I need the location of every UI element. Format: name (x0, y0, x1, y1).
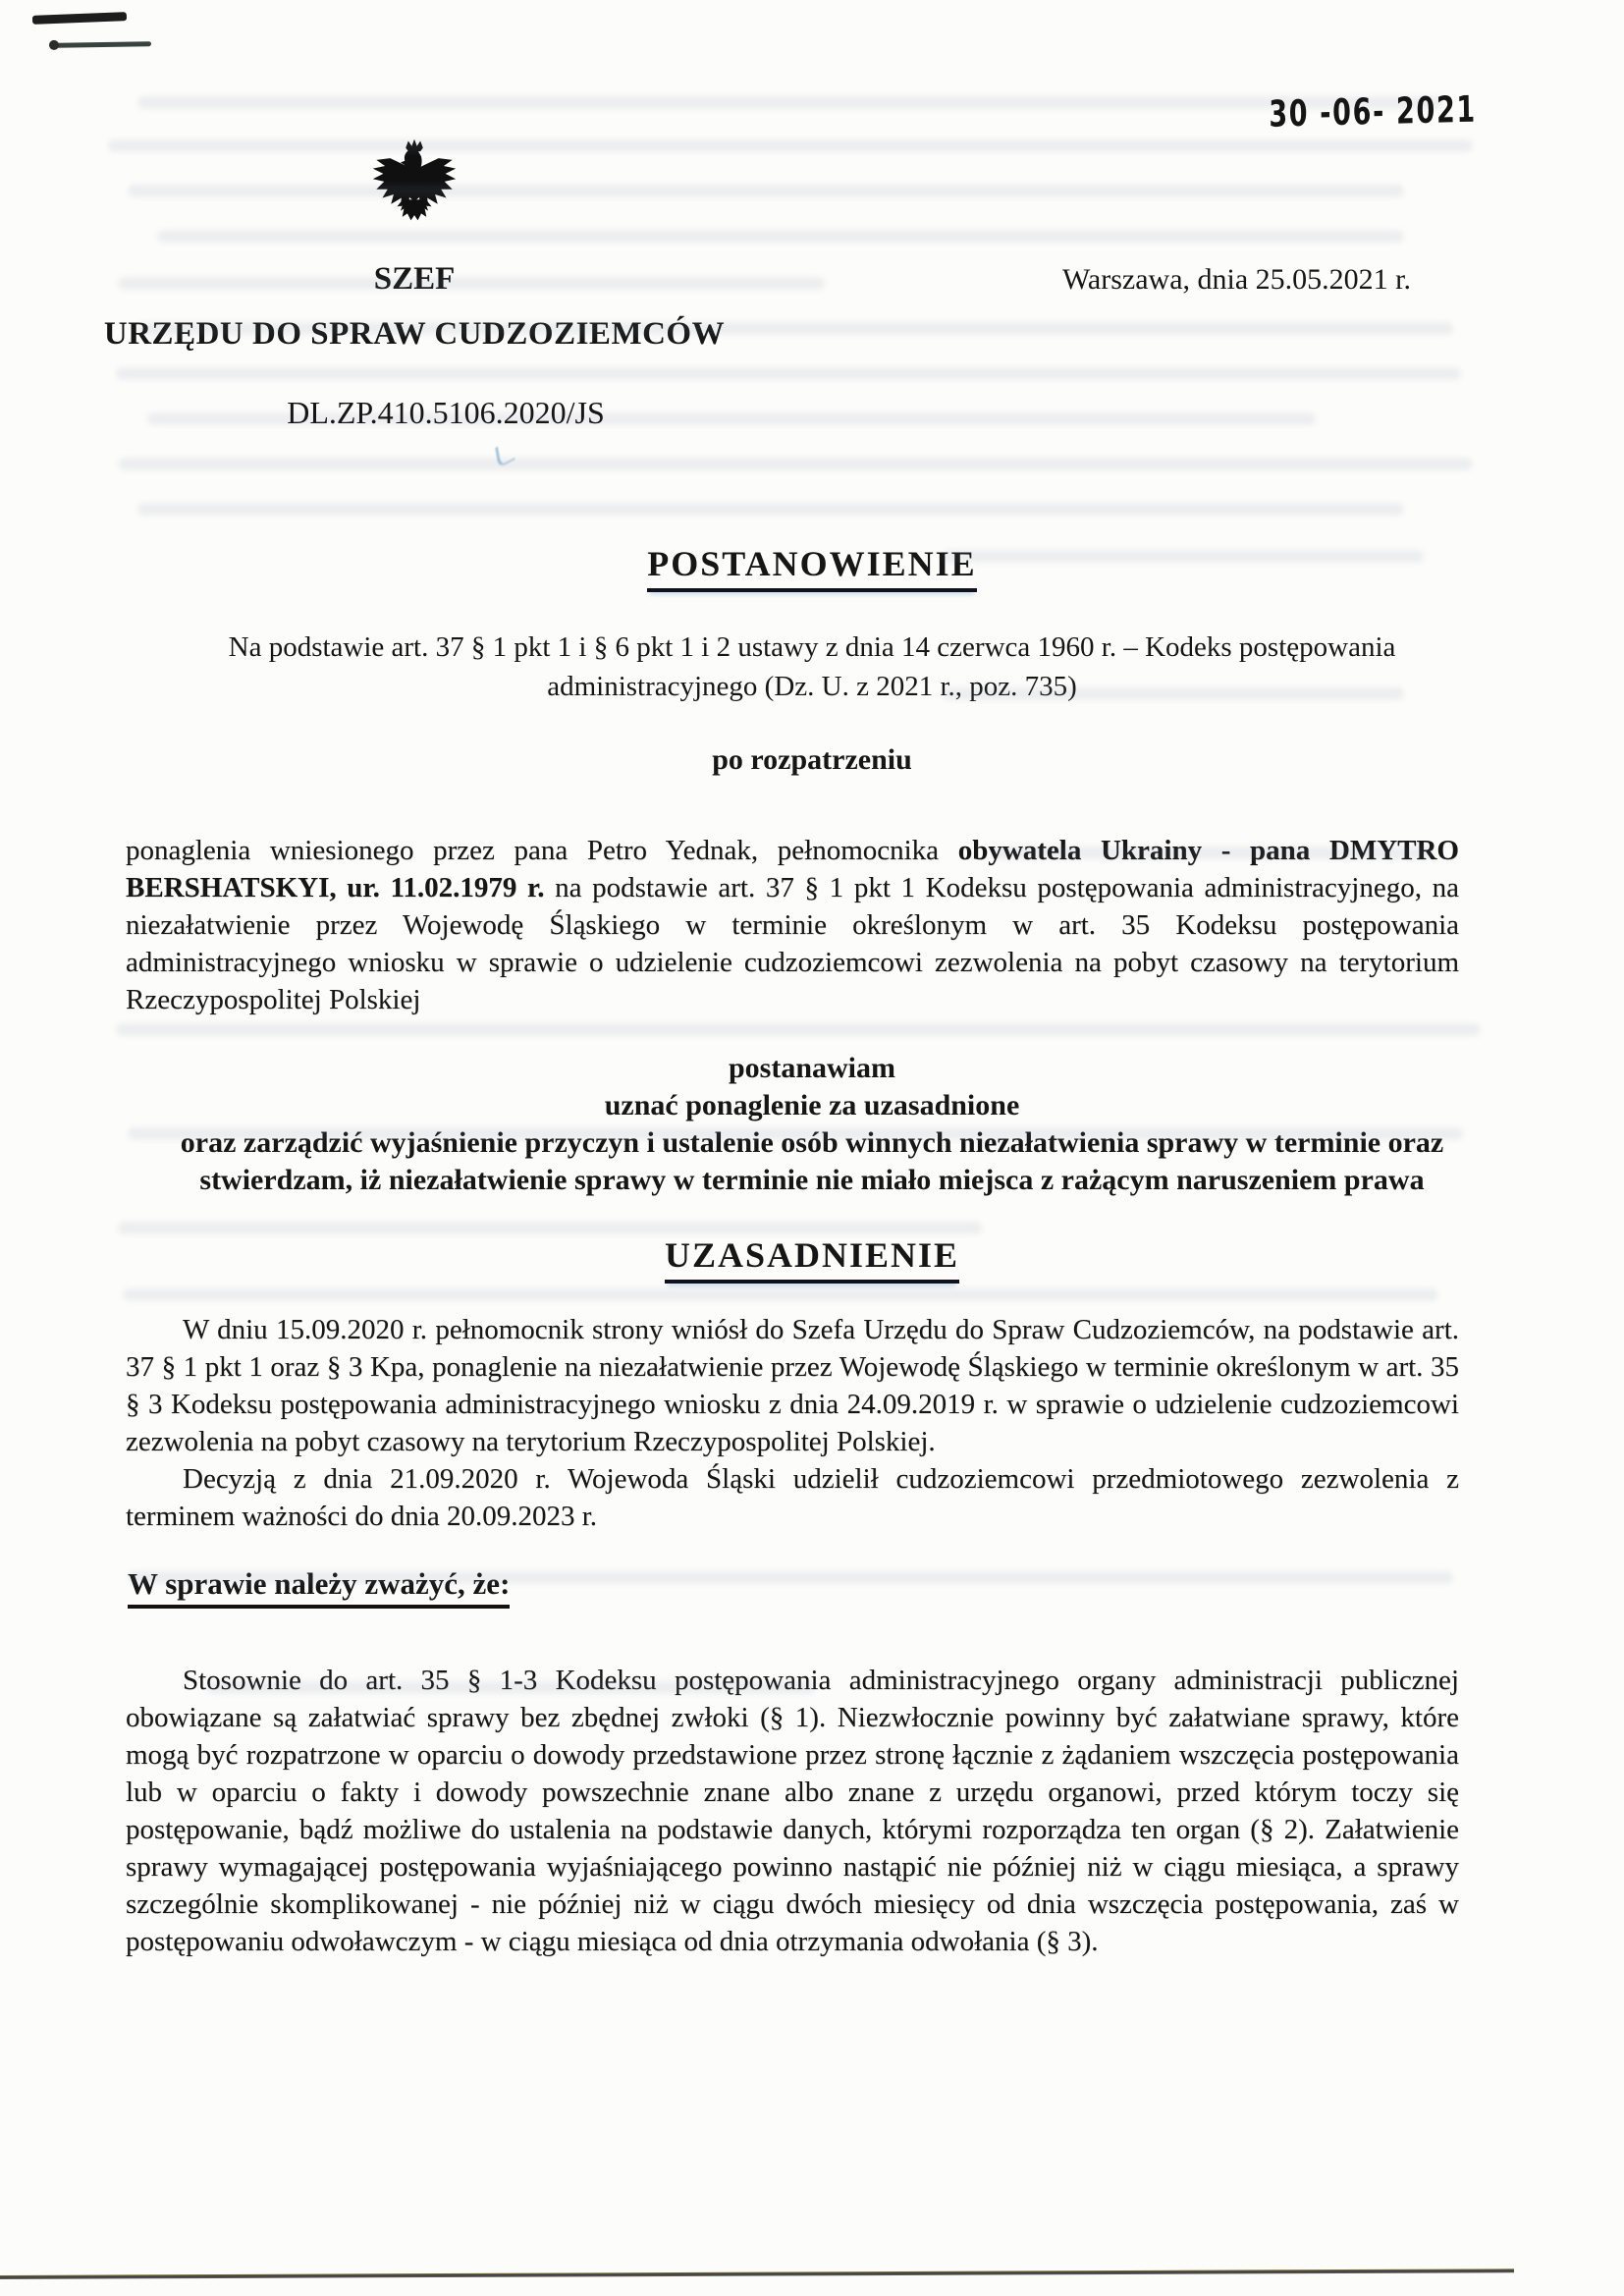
consideration-heading: W sprawie należy zważyć, że: (128, 1566, 510, 1609)
received-date-stamp: 30 -06- 2021 (1269, 86, 1478, 136)
decision-block (0, 1050, 1624, 1199)
issuer-title: SZEF (373, 261, 456, 297)
staple-mark-top (32, 12, 127, 25)
foreigner-identity: obywatela Ukrainy - pana DMYTRO BERSHATSKYI, ur. 11.02.1979 r. (126, 835, 1459, 903)
subject-text: ponaglenia wniesionego przez pana Petro Yednak, pełnomocnika (126, 835, 958, 866)
subject-text-continued: na podstawie art. 37 § 1 pkt 1 Kodeksu postępowania administracyjnego, na niezałatwienie przez Wojewodę Śląskiego w terminie określonym w art. 35 Kodeksu postępowania administracyjnego wniosku w sprawie o udzielenie cudzoziemcowi zezwolenia na pobyt czasowy na terytorium Rzeczypospolitej Polskiej (126, 872, 1459, 1015)
document-title: POSTANOWIENIE (647, 543, 976, 592)
justification-paragraph-2: Decyzją z dnia 21.09.2020 r. Wojewoda Śląski udzielił cudzoziemcowi przedmiotowego zezwolenia z terminem ważności do dnia 20.09.2023 r. (126, 1463, 1459, 1532)
after-consideration-label: po rozpatrzeniu (712, 743, 912, 776)
decision-line2: oraz zarządzić wyjaśnienie przyczyn i ustalenie osób winnych niezałatwienia sprawy w terminie oraz stwierdzam, iż niezałatwienie sprawy w terminie nie miało miejsca z rażącym naruszeniem prawa (180, 1126, 1444, 1196)
justification-heading: UZASADNIENIE (665, 1234, 959, 1284)
legal-basis: Na podstawie art. 37 § 1 pkt 1 i § 6 pkt 1 i 2 ustawy z dnia 14 czerwca 1960 r. – Kodeks postępowania administracyjnego (Dz. U. z 2021 r., poz. 735) (228, 631, 1396, 702)
consideration-paragraph: Stosownie do art. 35 § 1-3 Kodeksu postępowania administracyjnego organy administracji publicznej obowiązane są załatwiać sprawy bez zbędnej zwłoki (§ 1). Niezwłocznie powinny być załatwiane sprawy, które mogą być rozpatrzone w oparciu o dowody przedstawione przez stronę łącznie z żądaniem wszczęcia postępowania lub w oparciu o fakty i dowody powszechnie znane albo znane z urzędu organowi, przed którym toczy się postępowanie, bądź możliwe do ustalenia na podstawie danych, którymi rozporządza ten organ (§ 2). Załatwienie sprawy wymagającej postępowania wyjaśniającego powinno nastąpić nie później niż w ciągu miesiąca, a sprawy szczególnie skomplikowanej - nie później niż w ciągu dwóch miesięcy od dnia wszczęcia postępowania, zaś w postępowaniu odwoławczym - w ciągu miesiąca od dnia otrzymania odwołania (§ 3). (126, 1665, 1459, 1957)
issuer-organization: URZĘDU DO SPRAW CUDZOZIEMCÓW (103, 316, 726, 352)
justification-paragraph-1: W dniu 15.09.2020 r. pełnomocnik strony wniósł do Szefa Urzędu do Spraw Cudzoziemców, na podstawie art. 37 § 1 pkt 1 oraz § 3 Kpa, ponaglenie na niezałatwienie przez Wojewodę Śląskiego w terminie określonym w art. 35 § 3 Kodeksu postępowania administracyjnego wniosku z dnia 24.09.2019 r. w sprawie o udzielenie cudzoziemcowi zezwolenia na pobyt czasowy na terytorium Rzeczypospolitej Polskiej. (126, 1314, 1459, 1457)
staple-mark-bottom (55, 41, 151, 48)
decision-line1: uznać ponaglenie za uzasadnione (604, 1089, 1020, 1121)
place-and-date: Warszawa, dnia 25.05.2021 r. (1062, 263, 1411, 296)
decision-heading: postanawiam (728, 1052, 896, 1084)
subject-paragraph (0, 832, 1624, 1018)
case-number: DL.ZP.410.5106.2020/JS (287, 395, 605, 430)
scan-page-edge (0, 2269, 1514, 2279)
